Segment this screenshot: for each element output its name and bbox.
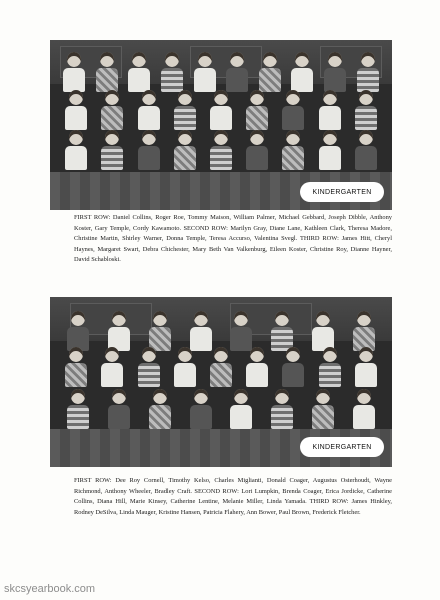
middle-row [58,347,384,387]
back-row [58,52,384,92]
site-watermark: skcsyearbook.com [4,583,96,595]
class-photo-1 [50,40,392,210]
front-row [58,389,384,429]
kindergarten-badge: KINDERGARTEN [300,182,384,202]
class-photo-2 [50,297,392,467]
kindergarten-badge: KINDERGARTEN [300,437,384,457]
back-row [58,311,384,351]
class-names-2: FIRST ROW: Dee Roy Cornell, Timothy Kelso, Charles Miglianti, Donald Coager, Augustus Osterhoudt, Wayne Richmond, Anthony Wheeler, Bradley Craft. SECOND ROW: Lori Lumpkin, Brenda Coager, Erica Jordicke, Catherine Collins, Diana Hill, Marie Kinsey, Catherine Lentine, Melanie Miller, Linda Yamada. THIRD ROW: James Hinkley, Rodney DeSilva, Linda Mauger, Kristine Hansen, Patricia Flahery, Ann Bower, Paul Brown, Frederick Fletcher. [74,477,392,516]
middle-row [58,90,384,130]
class-names-1: FIRST ROW: Daniel Collins, Roger Roe, Tommy Maison, William Palmer, Michael Gebbard, Joseph Dibble, Anthony Koster, Gary Temple, Cordy Kawamoto. SECOND ROW: Marilyn Gray, Diane Lane, Kathleen Clark, Theresa Madore, Christine Martin, Shirley Warner, Donna Temple, Teresa Accurso, Valentina Svegl. THIRD ROW: James Hitt, Cheryl Haynes, Margaret Swart, Debra Chichester, Mary Beth Van Valkenburg, Eileen Koster, Christine Roy, Dianne Hayner, David Schabloski. [74,214,392,264]
front-row [58,130,384,170]
